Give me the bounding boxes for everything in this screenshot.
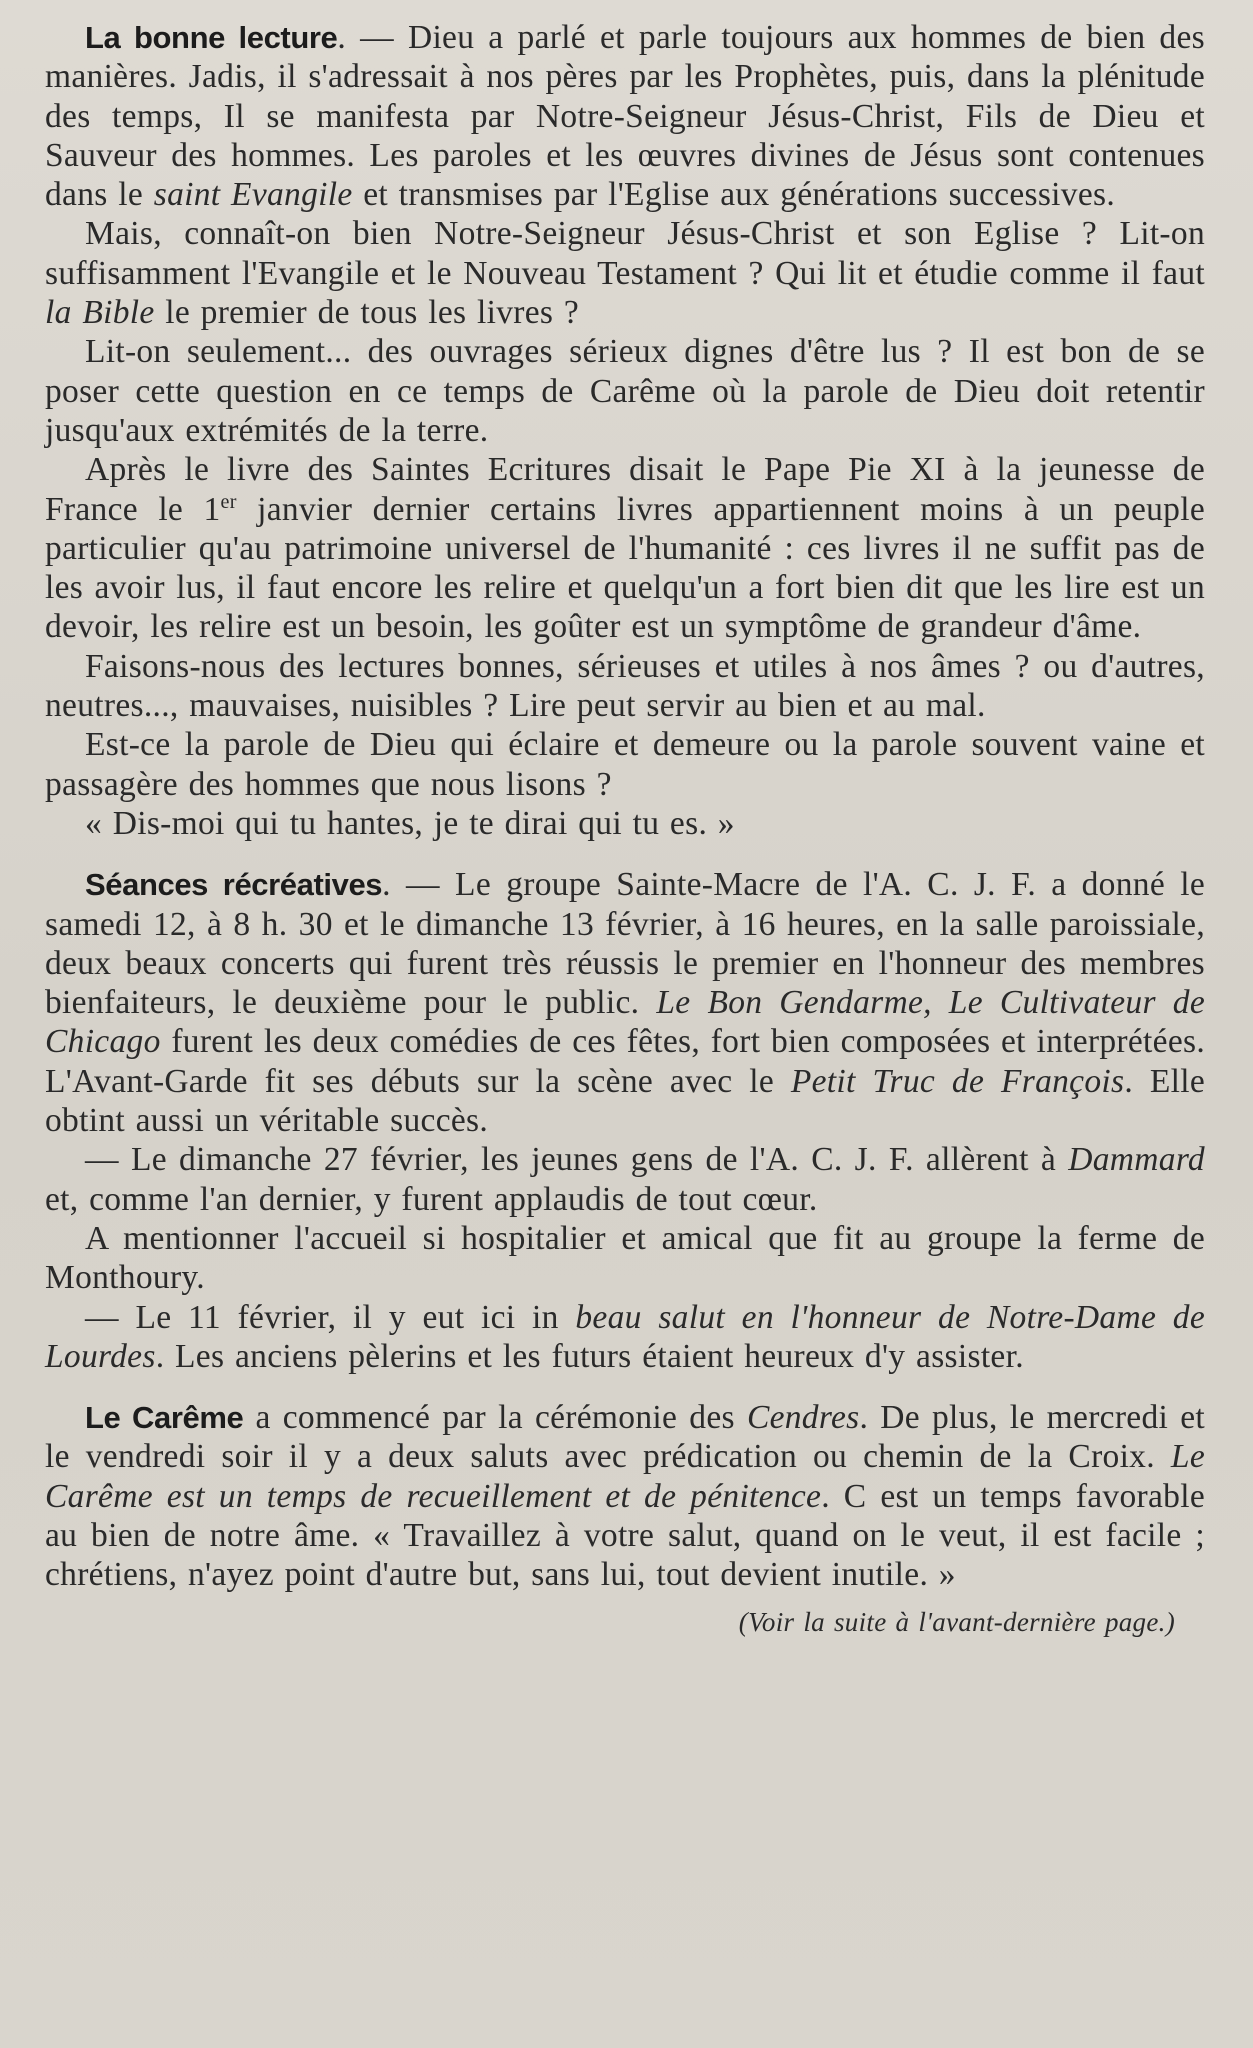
text-run: et transmises par l'Eglise aux générations successives.	[352, 176, 1115, 214]
italic-text: Le Carême est un temps de recueillement et de pénitence	[45, 1438, 1205, 1515]
text-run: . De plus, le mercredi et le vendredi soir il y a deux saluts avec prédication ou chemin de la Croix.	[45, 1399, 1205, 1476]
superscript: er	[220, 490, 237, 513]
text-run: a commencé par la cérémonie des	[243, 1399, 747, 1437]
section-careme	[45, 1398, 1205, 1642]
paragraph	[45, 1398, 1205, 1594]
italic-text: Cendres	[746, 1399, 860, 1437]
text-run: et, comme l'an dernier, y furent applaudis de tout cœur.	[45, 1180, 818, 1218]
paragraph	[45, 1140, 1205, 1219]
document-page	[45, 18, 1205, 2028]
section-seances-recreatives	[45, 865, 1205, 1376]
text-run: . Les anciens pèlerins et les futurs étaient heureux d'y assister.	[155, 1337, 1024, 1375]
paragraph	[45, 450, 1205, 646]
text-run: janvier dernier certains livres appartiennent moins à un peuple particulier qu'au patrimoine universel de l'humanité : ces livres il ne suffit pas de les avoir lus, il faut encore les relire et quelqu'un a fort bien dit que les lire est un devoir, les relire est un besoin, les goûter est un symptôme de grandeur d'âme.	[45, 490, 1205, 646]
continuation-note: (Voir la suite à l'avant-dernière page.)	[738, 1606, 1175, 1637]
section-heading: La bonne lecture	[85, 20, 338, 55]
text-run: Après le livre des Saintes Ecritures disait le Pape Pie XI à la jeunesse de France le 1	[45, 451, 1205, 528]
text-run: — Le dimanche 27 février, les jeunes gens de l'A. C. J. F. allèrent à	[85, 1141, 1069, 1179]
paragraph	[45, 1298, 1205, 1377]
section-bonne-lecture	[45, 18, 1205, 843]
text-run: — Le 11 février, il y eut ici in	[85, 1298, 576, 1336]
text-run: Mais, connaît-on bien Notre-Seigneur Jésus-Christ et son Eglise ? Lit-on suffisamment l'Evangile et le Nouveau Testament ? Qui lit et étudie comme il faut	[45, 215, 1205, 292]
text-run: furent les deux comédies de ces fêtes, fort bien composées et interprétées. L'Avant-Garde fit ses débuts sur la scène avec le	[45, 1023, 1205, 1100]
paragraph: Lit-on seulement... des ouvrages sérieux dignes d'être lus ? Il est bon de se poser cette question en ce temps de Carême où la parole de Dieu doit retentir jusqu'aux extrémités de la terre.	[45, 333, 1205, 449]
paragraph: Faisons-nous des lectures bonnes, sérieuses et utiles à nos âmes ? ou d'autres, neutres..., mauvaises, nuisibles ? Lire peut servir au bien et au mal.	[45, 647, 1205, 725]
italic-text: Le Bon Gendarme, Le Cultivateur de Chicago	[45, 984, 1205, 1061]
italic-text: beau salut en l'honneur de Notre-Dame de Lourdes	[45, 1298, 1205, 1375]
section-heading: Le Carême	[85, 1400, 244, 1436]
text-run: . C est un temps favorable au bien de notre âme. « Travaillez à votre salut, quand on le veut, il est facile ; chrétiens, n'ayez point d'autre but, sans lui, tout devient inutile. »	[45, 1477, 1205, 1594]
italic-text: Petit Truc de François	[790, 1062, 1125, 1100]
paragraph	[45, 214, 1205, 332]
text-run: . — Le groupe Sainte-Macre de l'A. C. J. F. a donné le samedi 12, à 8 h. 30 et le dimanche 13 février, à 16 heures, en la salle paroissiale, deux beaux concerts qui furent très réussis le premier en l'honneur des membres bienfaiteurs, le deuxième pour le public.	[45, 866, 1205, 1022]
text-run: . — Dieu a parlé et parle toujours aux hommes de bien des manières. Jadis, il s'adressait à nos pères par les Prophètes, puis, dans la plénitude des temps, Il se manifesta par Notre-Seigneur Jésus-Christ, Fils de Dieu et Sauveur des hommes. Les paroles et les œuvres divines de Jésus sont contenues dans le	[45, 19, 1205, 214]
text-run: . Elle obtint aussi un véritable succès.	[45, 1062, 1205, 1140]
section-heading: Séances récréatives	[85, 867, 383, 903]
italic-text: saint Evangile	[153, 176, 353, 214]
quote-line: « Dis-moi qui tu hantes, je te dirai qui tu es. »	[85, 804, 735, 842]
paragraph	[45, 865, 1205, 1140]
paragraph	[45, 18, 1205, 214]
italic-text: Dammard	[1068, 1141, 1205, 1179]
paragraph: Est-ce la parole de Dieu qui éclaire et demeure ou la parole souvent vaine et passagère des hommes que nous lisons ?	[45, 726, 1205, 803]
paragraph: A mentionner l'accueil si hospitalier et amical que fit au groupe la ferme de Monthoury.	[45, 1219, 1205, 1297]
text-run: le premier de tous les livres ?	[154, 294, 580, 332]
italic-text: la Bible	[45, 294, 155, 332]
